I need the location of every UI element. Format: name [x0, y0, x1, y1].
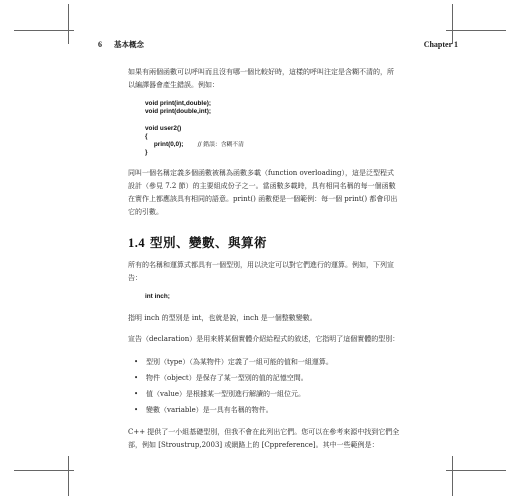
paragraph: 指明 inch 的型別是 int，也就是說，inch 是一個整數變數。: [128, 313, 317, 322]
code-text: print(0,0);: [145, 141, 198, 148]
page-body: [128, 66, 400, 460]
section-heading: [128, 233, 400, 251]
section-title: 基本概念: [114, 40, 144, 49]
definition-list: [134, 354, 400, 418]
paragraph: C++ 提供了一小組基礎型別，但我不會在此列出它們。您可以在參考來源中找到它們全部，例如 [Stroustrup,2003] 或網路上的 [Cppreference]。其中一些範例是：: [128, 427, 400, 449]
crop-mark: [446, 30, 506, 31]
code-line: void print(int,double);: [145, 100, 212, 107]
crop-mark: [14, 470, 74, 471]
paragraph: 如果有兩個函數可以呼叫而且沒有哪一個比較好時，這樣的呼叫注定是含糊不清的，所以編譯器會產生錯誤。例如：: [128, 68, 394, 89]
list-item: • 值（value）是根據某一型別進行解讀的一組位元。: [134, 386, 400, 402]
code-line: {: [145, 132, 148, 140]
code-line: int inch;: [145, 293, 170, 301]
code-line-with-comment: [145, 141, 400, 149]
crop-mark: [68, 456, 69, 496]
chapter-label: Chapter 1: [423, 40, 458, 49]
code-comment: // 錯誤：含糊不清: [197, 142, 244, 148]
paragraph: 同叫一個名稱定義多個函數被稱為函數多載（function overloading），這是泛型程式設計（參見 7.2 節）的主要組成份子之一。當函數多載時，具有相同名稱的每一個函數在實作上都應該具有相同的語意。print() 函數便是一個範例：每一個 print() 都會印出它的引數。: [128, 169, 398, 217]
crop-mark: [452, 4, 453, 44]
list-item: • 型別（type）（為某物件）定義了一組可能的值和一組運算。: [134, 354, 400, 370]
code-line: }: [145, 149, 148, 157]
crop-mark: [68, 4, 69, 44]
crop-mark: [446, 470, 506, 471]
code-block: [145, 293, 400, 301]
section-number: 1.4: [128, 236, 146, 251]
code-block: [145, 100, 400, 157]
section-heading-title: 型別、變數、與算術: [149, 235, 267, 251]
paragraph: 所有的名稱和運算式都具有一個型別，用以決定可以對它們進行的運算。例如，下列宣告：: [128, 261, 394, 283]
list-item: • 變數（variable）是一具有名稱的物件。: [134, 402, 400, 418]
page-number: 6: [98, 40, 102, 49]
paragraph: 宣告（declaration）是用來將某個實體介紹給程式的敘述，它指明了這個實體的型別：: [128, 334, 400, 343]
code-line: [145, 116, 400, 124]
list-item: • 物件（object）是保存了某一型別的值的記憶空間。: [134, 370, 400, 386]
code-line: void user2(): [145, 124, 182, 132]
running-header: [98, 40, 458, 52]
crop-mark: [14, 30, 74, 31]
code-line: void print(double,int);: [145, 108, 212, 116]
crop-mark: [452, 456, 453, 496]
